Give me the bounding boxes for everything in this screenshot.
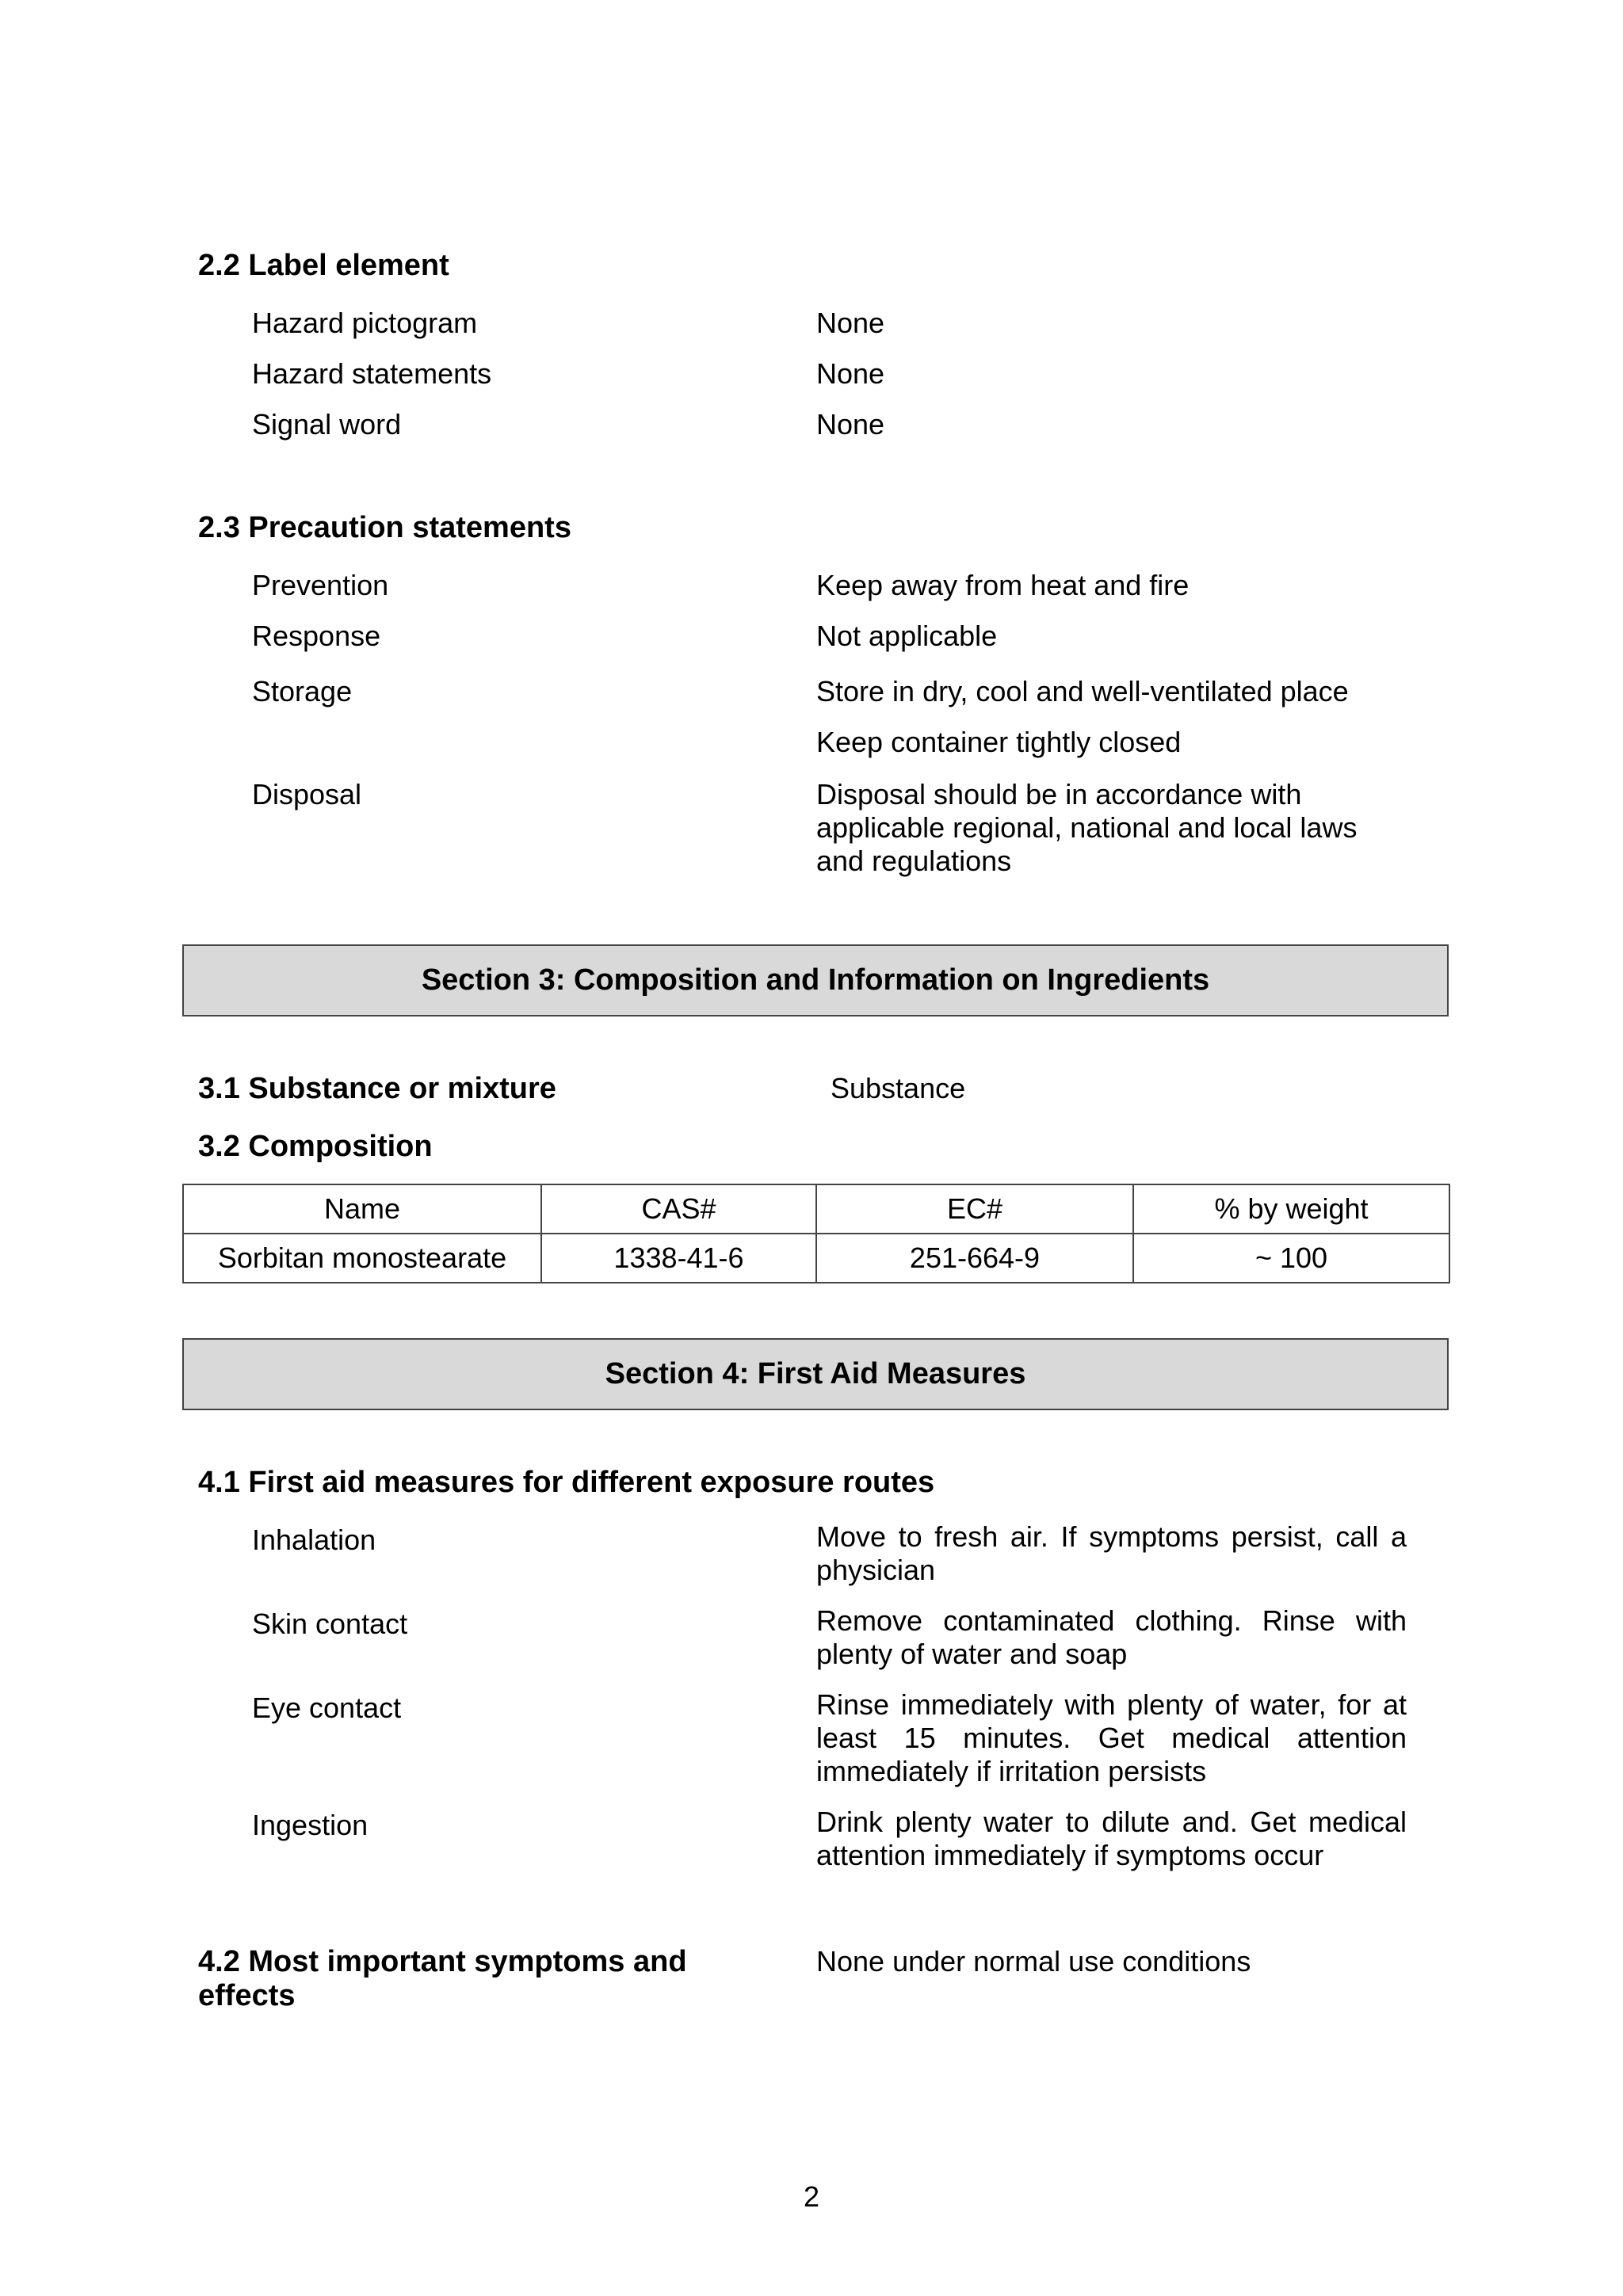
storage-value-1: Store in dry, cool and well-ventilated place <box>816 675 1349 707</box>
disposal-value-line-1: Disposal should be in accordance with <box>816 778 1302 810</box>
disposal-value-line-3: and regulations <box>816 845 1012 877</box>
inhalation-value: Move to fresh air. If symptoms persist, call a physician <box>816 1520 1407 1586</box>
cell-weight: ~ 100 <box>1133 1234 1449 1283</box>
storage-label: Storage <box>252 675 353 707</box>
column-header-name: Name <box>183 1184 541 1234</box>
section-4-2-heading-line-2: effects <box>198 1979 296 2012</box>
cell-name: Sorbitan monostearate <box>183 1234 541 1283</box>
cell-ec: 251-664-9 <box>816 1234 1133 1283</box>
skin-contact-value: Remove contaminated clothing. Rinse with plenty of water and soap <box>816 1604 1407 1670</box>
section-2-2-heading: 2.2 Label element <box>198 249 449 282</box>
section-3-1-heading: 3.1 Substance or mixture <box>198 1072 556 1105</box>
column-header-cas: CAS# <box>541 1184 816 1234</box>
section-4-2-value: None under normal use conditions <box>816 1945 1251 1978</box>
hazard-statements-label: Hazard statements <box>252 357 492 390</box>
prevention-value: Keep away from heat and fire <box>816 569 1190 601</box>
hazard-pictogram-value: None <box>816 307 885 339</box>
inhalation-label: Inhalation <box>252 1524 376 1556</box>
column-header-ec: EC# <box>816 1184 1133 1234</box>
section-3-banner: Section 3: Composition and Information on Ingredients <box>182 944 1449 1016</box>
signal-word-value: None <box>816 408 885 441</box>
section-4-banner: Section 4: First Aid Measures <box>182 1338 1449 1410</box>
disposal-value-line-2: applicable regional, national and local laws <box>816 811 1358 844</box>
eye-contact-label: Eye contact <box>252 1691 402 1724</box>
response-value: Not applicable <box>816 620 998 652</box>
disposal-label: Disposal <box>252 778 362 810</box>
substance-or-mixture-value: Substance <box>831 1072 966 1104</box>
section-2-3-heading: 2.3 Precaution statements <box>198 511 571 544</box>
section-4-2-heading-line-1: 4.2 Most important symptoms and <box>198 1945 687 1978</box>
table-row <box>183 1234 1449 1283</box>
hazard-pictogram-label: Hazard pictogram <box>252 307 478 339</box>
storage-value-2: Keep container tightly closed <box>816 726 1182 758</box>
prevention-label: Prevention <box>252 569 389 601</box>
ingestion-label: Ingestion <box>252 1809 369 1841</box>
section-4-1-heading: 4.1 First aid measures for different exposure routes <box>198 1466 935 1499</box>
cell-cas: 1338-41-6 <box>541 1234 816 1283</box>
skin-contact-label: Skin contact <box>252 1608 408 1640</box>
composition-table <box>182 1184 1450 1283</box>
hazard-statements-value: None <box>816 357 885 390</box>
section-3-2-heading: 3.2 Composition <box>198 1130 433 1163</box>
ingestion-value: Drink plenty water to dilute and. Get medical attention immediately if symptoms occur <box>816 1806 1407 1871</box>
signal-word-label: Signal word <box>252 408 402 441</box>
column-header-weight: % by weight <box>1133 1184 1449 1234</box>
table-header-row <box>183 1184 1449 1234</box>
eye-contact-value: Rinse immediately with plenty of water, for at least 15 minutes. Get medical attention immediately if irritation persists <box>816 1688 1407 1787</box>
page-number: 2 <box>803 2180 820 2213</box>
response-label: Response <box>252 620 381 652</box>
